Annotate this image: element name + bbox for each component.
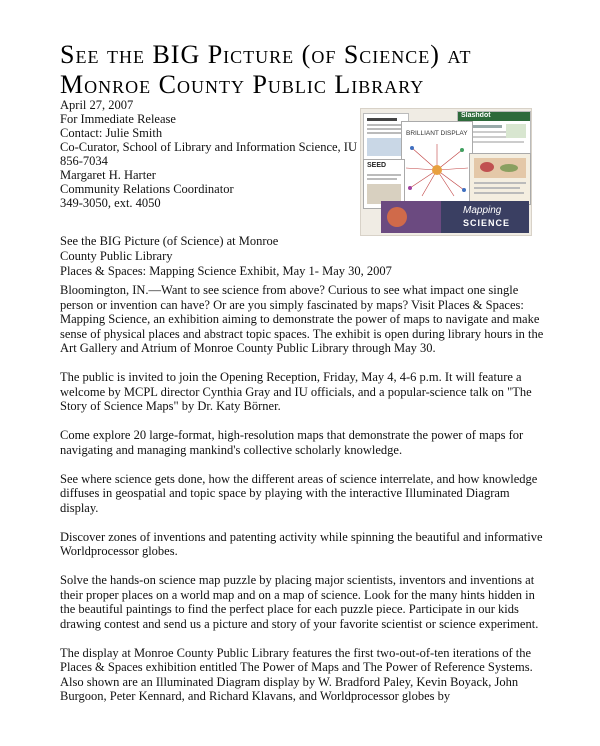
collage-label-brilliant: BRILLIANT DISPLAY [406, 130, 468, 137]
paragraph-display: The display at Monroe County Public Library features the first two-out-of-ten iterations of the Places & Spaces exhibition entitled The Power of Maps and The Power of Reference Systems. Also shown are an Illuminated Diagram display by W. Bradford Paley, Kevin Boyack, John Burgoon, Peter Kennard, and Richard Klavans, and Worldprocessor globes by [60, 645, 533, 703]
subhead-line-1: See the BIG Picture (of Science) at Monroe [60, 234, 279, 248]
press-release-body [60, 283, 544, 718]
paragraph-reception: The public is invited to join the Opening Reception, Friday, May 4, 4-6 p.m. It will feature a welcome by MCPL director Cynthia Gray and IU officials, and a popular-science talk on "The Story of Science Maps" by Dr. Katy Börner. [60, 370, 532, 413]
event-subheading [60, 234, 480, 279]
contact2-name: Margaret H. Harter [60, 168, 156, 182]
collage-panel-brilliant-display [401, 121, 473, 203]
exhibit-collage-image [360, 108, 532, 236]
subhead-line-2: County Public Library [60, 249, 173, 263]
release-metadata [60, 98, 360, 210]
subhead-line-3: Places & Spaces: Mapping Science Exhibit, May 1- May 30, 2007 [60, 264, 392, 278]
title-line-2: Monroe County Public Library [60, 70, 425, 99]
collage-network-graphic [402, 140, 472, 200]
release-type: For Immediate Release [60, 112, 176, 126]
contact2-phone: 349-3050, ext. 4050 [60, 196, 161, 210]
paragraph-intro: Bloomington, IN.—Want to see science from above? Curious to see what impact one single person or invention can have? Or are you simply fascinated by maps? Visit Places & Spaces: Mapping Science, an exhibition aiming to demonstrate the power of maps to navigate and make sense of physical places and abstract topic spaces. The exhibit is open during library hours in the Art Gallery and Atrium of Monroe County Public Library through May 30. [60, 283, 544, 355]
collage-label-mapping: Mapping [463, 205, 502, 216]
paragraph-globes: Discover zones of inventions and patenting activity while spinning the beautiful and informative Worldprocessor globes. [60, 529, 543, 558]
page-title [60, 40, 560, 100]
contact2-title: Community Relations Coordinator [60, 182, 234, 196]
paragraph-maps: Come explore 20 large-format, high-resolution maps that demonstrate the power of maps for navigating and managing mankind's collective scholarly knowledge. [60, 428, 524, 457]
paragraph-illuminated-diagram: See where science gets done, how the different areas of science interrelate, and how knowledge diffuses in geospatial and topic space by playing with the interactive Illuminated Diagram display. [60, 471, 538, 515]
release-date: April 27, 2007 [60, 98, 134, 112]
title-line-1: See the BIG Picture (of Science) at [60, 40, 472, 69]
collage-label-slashdot: Slashdot [461, 112, 491, 119]
collage-label-science: SCIENCE [463, 218, 511, 228]
contact-name: Contact: Julie Smith [60, 126, 163, 140]
collage-panel-mapping-science [381, 201, 529, 233]
collage-panel-map [469, 153, 531, 205]
collage-label-seed: SEED [367, 162, 387, 169]
paragraph-puzzle: Solve the hands-on science map puzzle by placing major scientists, inventors and inventions at their proper places on a world map and on a map of science. Look for the many hints hidden in the beautiful paintings to find the perfect place for each puzzle piece. Participate in our kids drawing contest and send us a picture and story of your favorite scientist or science experiment. [60, 573, 539, 631]
contact-title: Co-Curator, School of Library and Information Science, IU [60, 140, 357, 154]
contact-phone: 856-7034 [60, 154, 108, 168]
